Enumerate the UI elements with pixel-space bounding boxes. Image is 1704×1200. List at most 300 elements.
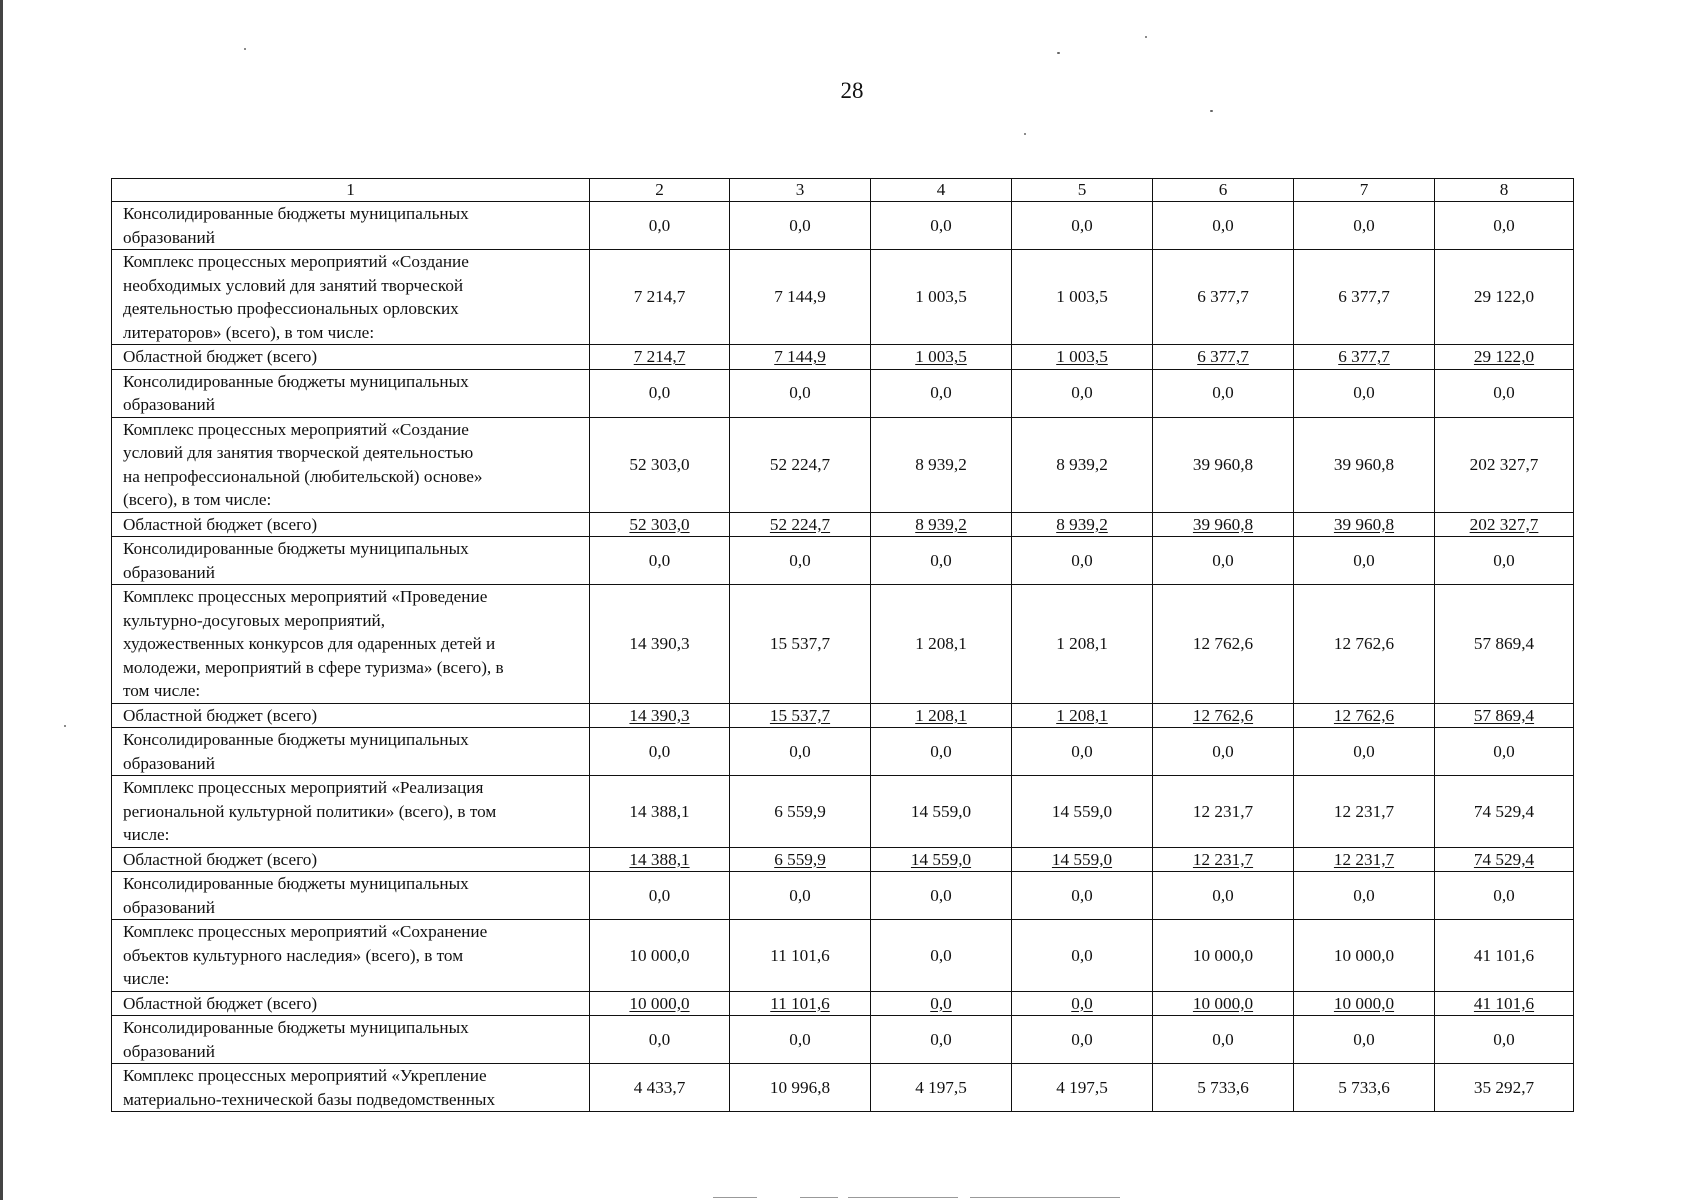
value-text: 0,0 <box>648 885 671 905</box>
row-label-line: материально-технической базы подведомственных <box>123 1089 496 1109</box>
value-cell-col-8 <box>1435 537 1574 585</box>
value-text: 11 101,6 <box>770 945 830 965</box>
scan-dash <box>713 1197 757 1198</box>
column-number-cell: 5 <box>1012 179 1153 202</box>
value-cell-col-3 <box>730 512 871 537</box>
value-cell-col-2 <box>590 1016 730 1064</box>
value-text: 0,0 <box>1212 215 1234 235</box>
value-text: 0,0 <box>1071 885 1093 905</box>
value-text: 12 762,6 <box>1333 705 1395 725</box>
value-cell-col-7 <box>1294 991 1435 1016</box>
table-row-consolidated <box>112 369 1574 417</box>
table-row-complex <box>112 776 1574 848</box>
value-text: 15 537,7 <box>769 634 831 653</box>
value-cell-col-6 <box>1153 345 1294 370</box>
value-text: 5 733,6 <box>1197 1077 1249 1097</box>
table-row-consolidated <box>112 872 1574 920</box>
value-text: 52 303,0 <box>629 514 690 534</box>
row-label-line: Комплекс процессных мероприятий «Создание <box>123 252 469 271</box>
value-cell-col-7 <box>1294 847 1435 872</box>
value-text: 14 390,3 <box>629 634 690 653</box>
value-cell-col-4 <box>871 585 1012 704</box>
value-text: 29 122,0 <box>1473 287 1535 307</box>
table-row-regional <box>112 991 1574 1016</box>
value-cell-col-2 <box>590 345 730 370</box>
value-cell-col-6 <box>1153 847 1294 872</box>
value-cell-col-4 <box>871 1016 1012 1064</box>
value-text: 0,0 <box>789 1029 811 1049</box>
value-cell-col-2 <box>590 991 730 1016</box>
row-label <box>112 537 590 585</box>
value-cell-col-2 <box>590 776 730 848</box>
row-label <box>112 872 590 920</box>
value-text: 12 231,7 <box>1333 801 1395 821</box>
value-text: 4 197,5 <box>915 1077 967 1097</box>
value-cell-col-7 <box>1294 537 1435 585</box>
value-cell-col-3 <box>730 991 871 1016</box>
row-label <box>112 1016 590 1064</box>
value-cell-col-4 <box>871 776 1012 848</box>
value-text: 0,0 <box>930 885 952 905</box>
value-text: 0,0 <box>930 993 952 1013</box>
value-cell-col-2 <box>590 728 730 776</box>
value-text: 6 377,7 <box>1197 347 1249 366</box>
value-text: 57 869,4 <box>1473 634 1535 653</box>
value-text: 0,0 <box>1493 383 1515 403</box>
value-cell-col-5 <box>1012 250 1153 345</box>
column-number-cell: 6 <box>1153 179 1294 202</box>
value-cell-col-2 <box>590 537 730 585</box>
value-cell-col-6 <box>1153 1016 1294 1064</box>
value-text: 0,0 <box>789 885 811 905</box>
value-text: 0,0 <box>1353 741 1375 761</box>
value-cell-col-3 <box>730 202 871 250</box>
scan-dash <box>800 1197 838 1198</box>
value-cell-col-2 <box>590 202 730 250</box>
value-cell-col-7 <box>1294 703 1435 728</box>
table-row-complex <box>112 920 1574 992</box>
value-cell-col-6 <box>1153 920 1294 992</box>
row-label <box>112 345 590 370</box>
value-cell-col-7 <box>1294 776 1435 848</box>
value-text: 12 762,6 <box>1192 634 1254 653</box>
value-text: 0,0 <box>1353 383 1375 403</box>
value-cell-col-3 <box>730 345 871 370</box>
value-text: 7 144,9 <box>774 347 826 366</box>
row-label-line: Консолидированные бюджеты муниципальных <box>123 371 469 391</box>
row-label-line: Консолидированные бюджеты муниципальных <box>123 204 469 223</box>
value-text: 0,0 <box>648 383 671 403</box>
value-cell-col-2 <box>590 512 730 537</box>
value-cell-col-3 <box>730 920 871 992</box>
value-text: 0,0 <box>930 741 952 761</box>
value-text: 0,0 <box>1493 215 1515 235</box>
scan-speck <box>1210 110 1213 112</box>
value-text: 0,0 <box>648 215 671 235</box>
value-cell-col-2 <box>590 872 730 920</box>
row-label <box>112 369 590 417</box>
value-text: 10 000,0 <box>629 945 690 965</box>
value-cell-col-3 <box>730 369 871 417</box>
row-label <box>112 991 590 1016</box>
value-cell-col-6 <box>1153 872 1294 920</box>
row-label <box>112 703 590 728</box>
value-text: 8 939,2 <box>1056 454 1108 474</box>
value-cell-col-3 <box>730 776 871 848</box>
row-label-line: Областной бюджет (всего) <box>123 514 318 534</box>
row-label-line: Консолидированные бюджеты муниципальных <box>123 1018 469 1037</box>
value-cell-col-5 <box>1012 703 1153 728</box>
value-text: 10 996,8 <box>769 1077 831 1097</box>
value-text: 0,0 <box>1071 741 1093 761</box>
value-cell-col-6 <box>1153 991 1294 1016</box>
value-text: 4 433,7 <box>633 1077 686 1097</box>
value-cell-col-7 <box>1294 728 1435 776</box>
value-cell-col-4 <box>871 512 1012 537</box>
value-text: 10 000,0 <box>1333 945 1395 965</box>
value-cell-col-2 <box>590 585 730 704</box>
value-text: 0,0 <box>1353 215 1375 235</box>
value-text: 0,0 <box>789 550 811 570</box>
scan-dash <box>970 1197 1120 1198</box>
table-row-consolidated <box>112 1016 1574 1064</box>
value-cell-col-5 <box>1012 1016 1153 1064</box>
value-cell-col-8 <box>1435 728 1574 776</box>
value-cell-col-8 <box>1435 1016 1574 1064</box>
value-cell-col-3 <box>730 537 871 585</box>
table-row-complex <box>112 1064 1574 1112</box>
value-cell-col-7 <box>1294 872 1435 920</box>
row-label-line: Консолидированные бюджеты муниципальных <box>123 539 469 558</box>
value-cell-col-4 <box>871 991 1012 1016</box>
row-label <box>112 1064 590 1112</box>
row-label-line: образований <box>123 1041 215 1061</box>
value-text: 0,0 <box>1071 383 1093 403</box>
column-number-cell: 3 <box>730 179 871 202</box>
value-text: 39 960,8 <box>1333 514 1395 534</box>
value-cell-col-7 <box>1294 585 1435 704</box>
value-cell-col-2 <box>590 703 730 728</box>
value-cell-col-2 <box>590 847 730 872</box>
row-label-line: Комплекс процессных мероприятий «Сохранение <box>123 922 488 941</box>
value-cell-col-4 <box>871 920 1012 992</box>
value-text: 1 003,5 <box>915 347 967 366</box>
value-cell-col-7 <box>1294 345 1435 370</box>
row-label-line: образований <box>123 753 215 773</box>
value-cell-col-6 <box>1153 512 1294 537</box>
value-cell-col-8 <box>1435 776 1574 848</box>
row-label <box>112 417 590 512</box>
value-text: 12 231,7 <box>1192 801 1254 821</box>
value-cell-col-5 <box>1012 1064 1153 1112</box>
row-label-line: Областной бюджет (всего) <box>123 705 318 725</box>
value-cell-col-3 <box>730 250 871 345</box>
value-text: 41 101,6 <box>1473 945 1535 965</box>
value-cell-col-7 <box>1294 250 1435 345</box>
row-label <box>112 202 590 250</box>
row-label-line: Комплекс процессных мероприятий «Создание <box>123 419 469 439</box>
value-cell-col-5 <box>1012 585 1153 704</box>
value-text: 52 224,7 <box>769 514 831 534</box>
value-cell-col-4 <box>871 872 1012 920</box>
value-cell-col-6 <box>1153 369 1294 417</box>
value-text: 0,0 <box>930 215 952 235</box>
value-text: 14 559,0 <box>910 849 972 869</box>
row-label-line: культурно-досуговых мероприятий, <box>123 610 386 630</box>
value-text: 7 214,7 <box>633 287 686 307</box>
value-cell-col-6 <box>1153 703 1294 728</box>
row-label-line: числе: <box>123 969 170 988</box>
value-text: 0,0 <box>1493 1029 1515 1049</box>
row-label-line: Областной бюджет (всего) <box>123 993 318 1013</box>
value-cell-col-7 <box>1294 202 1435 250</box>
value-text: 14 559,0 <box>910 801 972 821</box>
value-text: 1 208,1 <box>915 634 967 653</box>
value-text: 74 529,4 <box>1473 801 1535 821</box>
row-label-line: деятельностью профессиональных орловских <box>123 299 459 318</box>
value-text: 6 559,9 <box>774 849 826 869</box>
value-text: 41 101,6 <box>1473 993 1535 1013</box>
value-cell-col-5 <box>1012 920 1153 992</box>
value-cell-col-6 <box>1153 776 1294 848</box>
value-cell-col-6 <box>1153 250 1294 345</box>
column-number-cell: 1 <box>112 179 590 202</box>
value-text: 0,0 <box>1353 885 1375 905</box>
value-text: 14 559,0 <box>1051 801 1113 821</box>
value-text: 1 208,1 <box>1056 634 1108 653</box>
value-text: 39 960,8 <box>1333 454 1395 474</box>
value-cell-col-5 <box>1012 202 1153 250</box>
column-number-cell: 4 <box>871 179 1012 202</box>
value-text: 0,0 <box>648 550 671 570</box>
value-cell-col-7 <box>1294 417 1435 512</box>
value-text: 0,0 <box>648 741 671 761</box>
value-cell-col-5 <box>1012 847 1153 872</box>
table-row-consolidated <box>112 537 1574 585</box>
row-label <box>112 847 590 872</box>
value-cell-col-8 <box>1435 417 1574 512</box>
table-row-regional <box>112 703 1574 728</box>
scan-speck <box>1145 36 1147 38</box>
value-text: 14 559,0 <box>1051 849 1113 869</box>
value-cell-col-6 <box>1153 585 1294 704</box>
value-text: 1 208,1 <box>915 705 967 725</box>
row-label-line: образований <box>123 227 215 247</box>
value-text: 7 144,9 <box>774 287 826 307</box>
row-label-line: объектов культурного наследия» (всего), в том <box>123 945 464 965</box>
value-text: 14 390,3 <box>629 705 690 725</box>
value-text: 0,0 <box>930 383 952 403</box>
row-label-line: региональной культурной политики» (всего), в том <box>123 801 497 821</box>
value-text: 39 960,8 <box>1192 514 1254 534</box>
value-text: 14 388,1 <box>629 801 690 821</box>
row-label-line: молодежи, мероприятий в сфере туризма» (всего), в <box>123 657 504 677</box>
value-text: 0,0 <box>1493 550 1515 570</box>
value-text: 39 960,8 <box>1192 454 1254 474</box>
row-label-line: Консолидированные бюджеты муниципальных <box>123 730 469 749</box>
value-cell-col-3 <box>730 585 871 704</box>
budget-table <box>111 178 1574 1112</box>
value-cell-col-5 <box>1012 728 1153 776</box>
value-text: 52 303,0 <box>629 454 690 474</box>
value-text: 0,0 <box>1071 550 1093 570</box>
value-cell-col-3 <box>730 1016 871 1064</box>
value-text: 8 939,2 <box>915 454 967 474</box>
value-text: 0,0 <box>648 1029 671 1049</box>
column-number-cell: 7 <box>1294 179 1435 202</box>
value-cell-col-2 <box>590 369 730 417</box>
row-label <box>112 250 590 345</box>
value-cell-col-2 <box>590 920 730 992</box>
value-text: 10 000,0 <box>1192 993 1254 1013</box>
value-text: 0,0 <box>930 945 952 965</box>
row-label-line: образований <box>123 897 215 917</box>
row-label-line: художественных конкурсов для одаренных детей и <box>123 634 496 653</box>
value-cell-col-4 <box>871 1064 1012 1112</box>
row-label-line: Областной бюджет (всего) <box>123 347 318 366</box>
value-cell-col-5 <box>1012 369 1153 417</box>
value-text: 0,0 <box>1212 383 1234 403</box>
value-cell-col-4 <box>871 345 1012 370</box>
row-label-line: Комплекс процессных мероприятий «Укрепление <box>123 1066 487 1085</box>
row-label-line: Комплекс процессных мероприятий «Проведение <box>123 587 488 606</box>
value-text: 0,0 <box>1212 885 1234 905</box>
value-text: 7 214,7 <box>633 347 686 366</box>
value-cell-col-5 <box>1012 512 1153 537</box>
value-text: 0,0 <box>1212 550 1234 570</box>
value-text: 15 537,7 <box>769 705 831 725</box>
value-cell-col-3 <box>730 417 871 512</box>
scan-speck <box>64 725 66 727</box>
value-text: 29 122,0 <box>1473 347 1535 366</box>
scan-speck <box>1057 52 1060 54</box>
row-label-line: литераторов» (всего), в том числе: <box>123 322 375 342</box>
value-text: 0,0 <box>1493 885 1515 905</box>
value-text: 0,0 <box>930 550 952 570</box>
value-text: 12 231,7 <box>1192 849 1254 869</box>
value-text: 1 208,1 <box>1056 705 1108 725</box>
value-text: 0,0 <box>1212 1029 1234 1049</box>
scan-dash <box>848 1197 958 1198</box>
value-text: 0,0 <box>789 741 811 761</box>
value-text: 14 388,1 <box>629 849 690 869</box>
table-body <box>112 179 1574 1112</box>
value-text: 0,0 <box>1071 993 1093 1013</box>
value-cell-col-4 <box>871 369 1012 417</box>
row-label <box>112 776 590 848</box>
value-text: 10 000,0 <box>629 993 690 1013</box>
row-label-line: на непрофессиональной (любительской) основе» <box>123 466 483 486</box>
value-text: 5 733,6 <box>1338 1077 1390 1097</box>
row-label-line: числе: <box>123 825 170 844</box>
value-cell-col-3 <box>730 872 871 920</box>
value-cell-col-6 <box>1153 537 1294 585</box>
value-cell-col-6 <box>1153 202 1294 250</box>
value-cell-col-5 <box>1012 537 1153 585</box>
value-text: 1 003,5 <box>1056 287 1108 307</box>
value-cell-col-8 <box>1435 369 1574 417</box>
value-cell-col-4 <box>871 847 1012 872</box>
value-text: 74 529,4 <box>1473 849 1535 869</box>
value-cell-col-4 <box>871 417 1012 512</box>
row-label-line: том числе: <box>123 681 201 700</box>
value-text: 0,0 <box>1212 741 1234 761</box>
value-cell-col-5 <box>1012 417 1153 512</box>
value-cell-col-8 <box>1435 585 1574 704</box>
value-text: 6 377,7 <box>1197 287 1249 307</box>
value-text: 12 231,7 <box>1333 849 1395 869</box>
value-cell-col-4 <box>871 202 1012 250</box>
column-number-row <box>112 179 1574 202</box>
value-cell-col-2 <box>590 417 730 512</box>
value-text: 0,0 <box>1071 215 1093 235</box>
value-cell-col-7 <box>1294 369 1435 417</box>
value-cell-col-8 <box>1435 512 1574 537</box>
table-row-complex <box>112 417 1574 512</box>
value-cell-col-7 <box>1294 512 1435 537</box>
value-cell-col-7 <box>1294 1064 1435 1112</box>
value-text: 8 939,2 <box>915 514 967 534</box>
scan-speck <box>244 48 246 50</box>
value-cell-col-4 <box>871 250 1012 345</box>
value-cell-col-3 <box>730 728 871 776</box>
value-text: 52 224,7 <box>769 454 831 474</box>
value-cell-col-5 <box>1012 991 1153 1016</box>
table-row-regional <box>112 512 1574 537</box>
value-text: 1 003,5 <box>1056 347 1108 366</box>
value-cell-col-8 <box>1435 703 1574 728</box>
page-number: 28 <box>840 78 864 103</box>
value-cell-col-8 <box>1435 847 1574 872</box>
value-cell-col-5 <box>1012 872 1153 920</box>
row-label-line: Комплекс процессных мероприятий «Реализация <box>123 778 484 797</box>
value-cell-col-7 <box>1294 1016 1435 1064</box>
page-left-edge <box>0 0 3 1200</box>
value-cell-col-8 <box>1435 1064 1574 1112</box>
value-cell-col-3 <box>730 703 871 728</box>
value-cell-col-8 <box>1435 872 1574 920</box>
value-text: 8 939,2 <box>1056 514 1108 534</box>
value-cell-col-6 <box>1153 728 1294 776</box>
table-row-complex <box>112 250 1574 345</box>
scan-speck <box>1024 133 1026 135</box>
value-cell-col-8 <box>1435 250 1574 345</box>
value-cell-col-6 <box>1153 417 1294 512</box>
value-text: 57 869,4 <box>1473 705 1535 725</box>
row-label-line: Консолидированные бюджеты муниципальных <box>123 874 469 893</box>
row-label <box>112 585 590 704</box>
row-label-line: образований <box>123 562 215 582</box>
value-text: 35 292,7 <box>1473 1077 1535 1097</box>
value-cell-col-4 <box>871 703 1012 728</box>
value-text: 202 327,7 <box>1469 454 1539 474</box>
value-cell-col-8 <box>1435 920 1574 992</box>
value-cell-col-8 <box>1435 202 1574 250</box>
row-label-line: (всего), в том числе: <box>123 490 272 509</box>
value-text: 11 101,6 <box>770 993 830 1013</box>
value-text: 12 762,6 <box>1333 634 1395 653</box>
value-text: 0,0 <box>1353 550 1375 570</box>
value-cell-col-3 <box>730 1064 871 1112</box>
value-cell-col-7 <box>1294 920 1435 992</box>
row-label-line: образований <box>123 395 215 414</box>
row-label-line: необходимых условий для занятий творческой <box>123 275 464 295</box>
value-text: 12 762,6 <box>1192 705 1254 725</box>
row-label <box>112 512 590 537</box>
table-row-consolidated <box>112 202 1574 250</box>
value-text: 0,0 <box>1071 945 1093 965</box>
value-text: 0,0 <box>930 1029 952 1049</box>
